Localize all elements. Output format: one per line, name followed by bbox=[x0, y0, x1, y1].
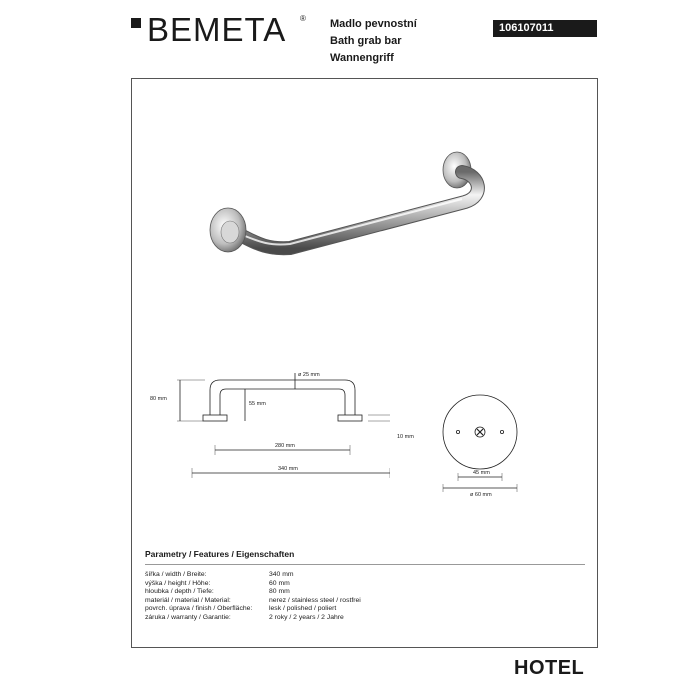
side-view-drawing bbox=[150, 365, 390, 490]
product-photo bbox=[200, 140, 500, 280]
registered-mark: ® bbox=[300, 14, 306, 23]
features-divider bbox=[145, 564, 585, 565]
dim-tube-diameter: ø 25 mm bbox=[298, 372, 320, 378]
dim-height: 80 mm bbox=[150, 396, 167, 402]
dim-inner-height: 55 mm bbox=[249, 401, 266, 407]
title-cz: Madlo pevnostní bbox=[330, 18, 417, 30]
spec-row-depth: hloubka / depth / Tiefe: 80 mm bbox=[145, 588, 290, 596]
dim-center-span: 280 mm bbox=[275, 443, 295, 449]
rose-front-view bbox=[430, 385, 530, 500]
dim-total-length: 340 mm bbox=[278, 466, 298, 472]
spec-row-warranty: záruka / warranty / Garantie: 2 roky / 2 years / 2 Jahre bbox=[145, 613, 344, 621]
dim-rose-thickness: 10 mm bbox=[397, 434, 414, 440]
spec-row-material: materiál / material / Material: nerez / stainless steel / rostfrei bbox=[145, 596, 361, 604]
spec-row-width: šířka / width / Breite: 340 mm bbox=[145, 571, 294, 578]
product-code: 106107011 bbox=[493, 20, 597, 37]
title-de: Wannengriff bbox=[330, 52, 394, 64]
features-table bbox=[145, 571, 361, 623]
product-titles bbox=[330, 16, 417, 67]
spec-row-height: výška / height / Höhe: 60 mm bbox=[145, 579, 290, 587]
dim-rose-inner: 45 mm bbox=[473, 470, 490, 476]
features-heading: Parametry / Features / Eigenschaften bbox=[145, 549, 295, 559]
brand-logo: BEMETA bbox=[147, 11, 287, 48]
logo-mark bbox=[131, 18, 141, 28]
dim-rose-diameter: ø 60 mm bbox=[470, 492, 492, 498]
title-en: Bath grab bar bbox=[330, 35, 402, 47]
spec-row-finish: povrch. úprava / finish / Oberfläche: lesk / polished / poliert bbox=[145, 605, 337, 613]
collection-name: HOTEL bbox=[514, 657, 585, 679]
